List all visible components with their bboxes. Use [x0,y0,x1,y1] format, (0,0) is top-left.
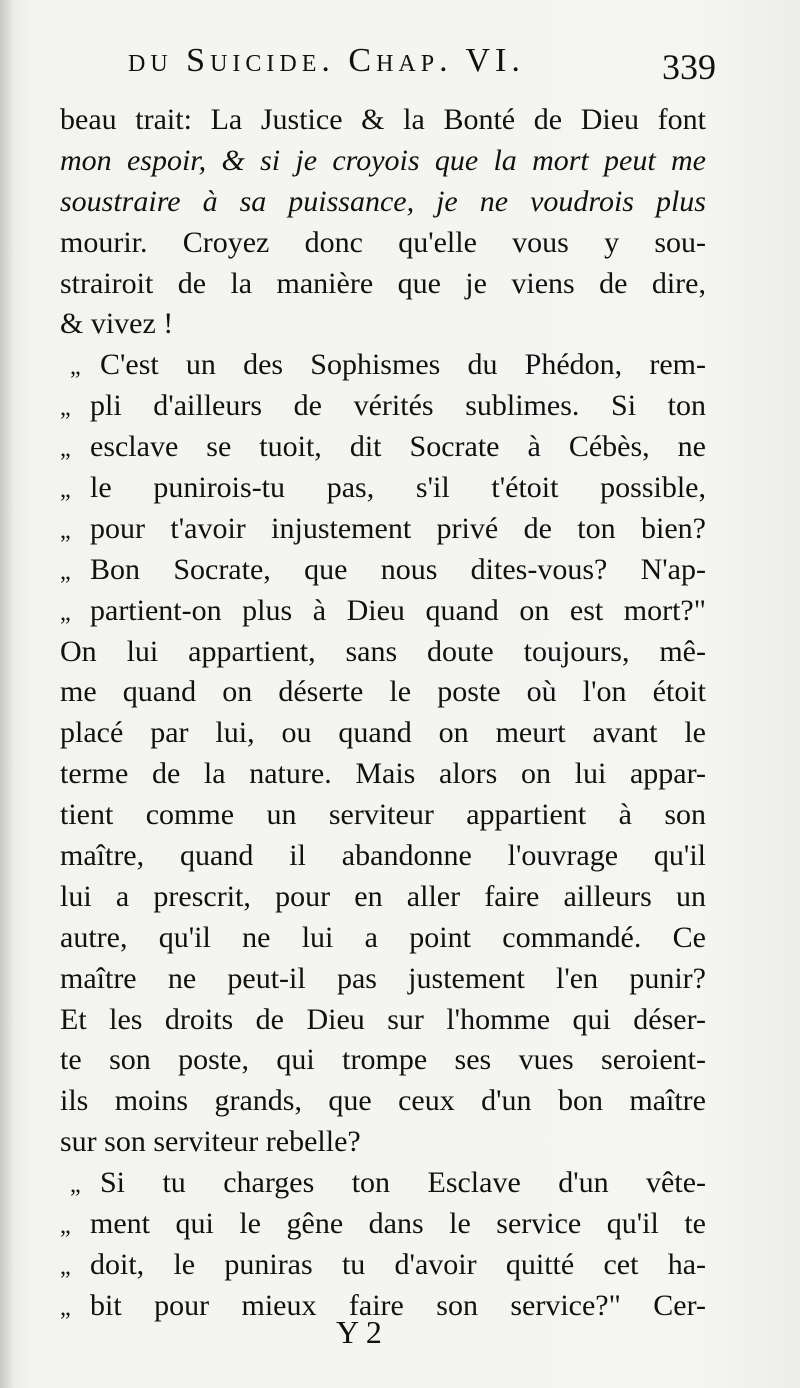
text-line: & vivez ! [60,307,174,341]
quoted-text: Si tu charges ton Esclave d'un vête- [100,1166,706,1200]
quoted-text: C'est un des Sophismes du Phédon, rem- [100,348,706,382]
text-line: soustraire à sa puissance, je ne voudrois plus [60,184,706,218]
quote-mark: „ [60,599,71,626]
quoted-text: esclave se tuoit, dit Socrate à Cébès, ne [90,430,706,464]
text-line [60,591,706,632]
text-line: maître ne peut-il pas justement l'en punir? [60,961,706,995]
quote-mark: „ [60,395,71,422]
text-line [60,1245,706,1286]
quoted-text: pour t'avoir injustement privé de ton bien? [90,511,706,545]
quote-mark: „ [60,1294,71,1321]
text-line: Et les droits de Dieu sur l'homme qui déser- [60,1002,706,1036]
quote-mark: „ [70,354,81,381]
text-line [60,550,706,591]
quote-mark: „ [60,436,71,463]
text-line [60,345,706,386]
text-line: te son poste, qui trompe ses vues seroient- [60,1043,706,1077]
text-line [60,427,706,468]
quote-mark: „ [70,1172,81,1199]
text-line [60,509,706,550]
body-text [60,100,706,1327]
text-line: strairoit de la manière que je viens de dire, [60,266,706,300]
text-line [60,468,706,509]
quoted-text: partient-on plus à Dieu quand on est mort?" [90,593,706,627]
text-line [60,1163,706,1204]
quoted-text: Bon Socrate, que nous dites-vous? N'ap- [90,552,706,586]
quoted-text: bit pour mieux faire son service?" Cer- [90,1288,706,1322]
running-head: du Suicide. Chap. VI. [128,42,525,79]
quoted-text: ment qui le gêne dans le service qu'il te [90,1207,706,1241]
page-number: 339 [662,47,716,87]
quoted-text: pli d'ailleurs de vérités sublimes. Si ton [90,389,706,423]
text-line: mon espoir, & si je croyois que la mort peut me [60,143,706,177]
text-line: placé par lui, ou quand on meurt avant le [60,716,706,750]
quote-mark: „ [60,477,71,504]
quoted-text: doit, le puniras tu d'avoir quitté cet ha- [90,1247,706,1281]
quote-mark: „ [60,1213,71,1240]
text-line: beau trait: La Justice & la Bonté de Dieu font [60,103,706,136]
text-line: lui a prescrit, pour en aller faire ailleurs un [60,879,706,913]
text-line: terme de la nature. Mais alors on lui appar- [60,757,706,791]
text-line: autre, qu'il ne lui a point commandé. Ce [60,920,706,954]
text-line: maître, quand il abandonne l'ouvrage qu'il [60,839,706,873]
text-line: ils moins grands, que ceux d'un bon maître [60,1084,706,1118]
quote-mark: „ [60,1253,71,1280]
quote-mark: „ [60,517,71,544]
text-line: tient comme un serviteur appartient à son [60,798,706,832]
gutter-shadow [0,0,14,1388]
quote-mark: „ [60,558,71,585]
page-header [128,42,728,96]
text-line: sur son serviteur rebelle? [60,1125,361,1159]
quoted-text: le punirois-tu pas, s'il t'étoit possible, [90,471,706,505]
text-line: On lui appartient, sans doute toujours, mê- [60,634,706,668]
text-line [60,386,706,427]
text-line: mourir. Croyez donc qu'elle vous y sou- [60,225,706,259]
signature-mark: Y 2 [336,1314,382,1350]
text-line [60,1204,706,1245]
text-line: me quand on déserte le poste où l'on étoit [60,675,706,709]
